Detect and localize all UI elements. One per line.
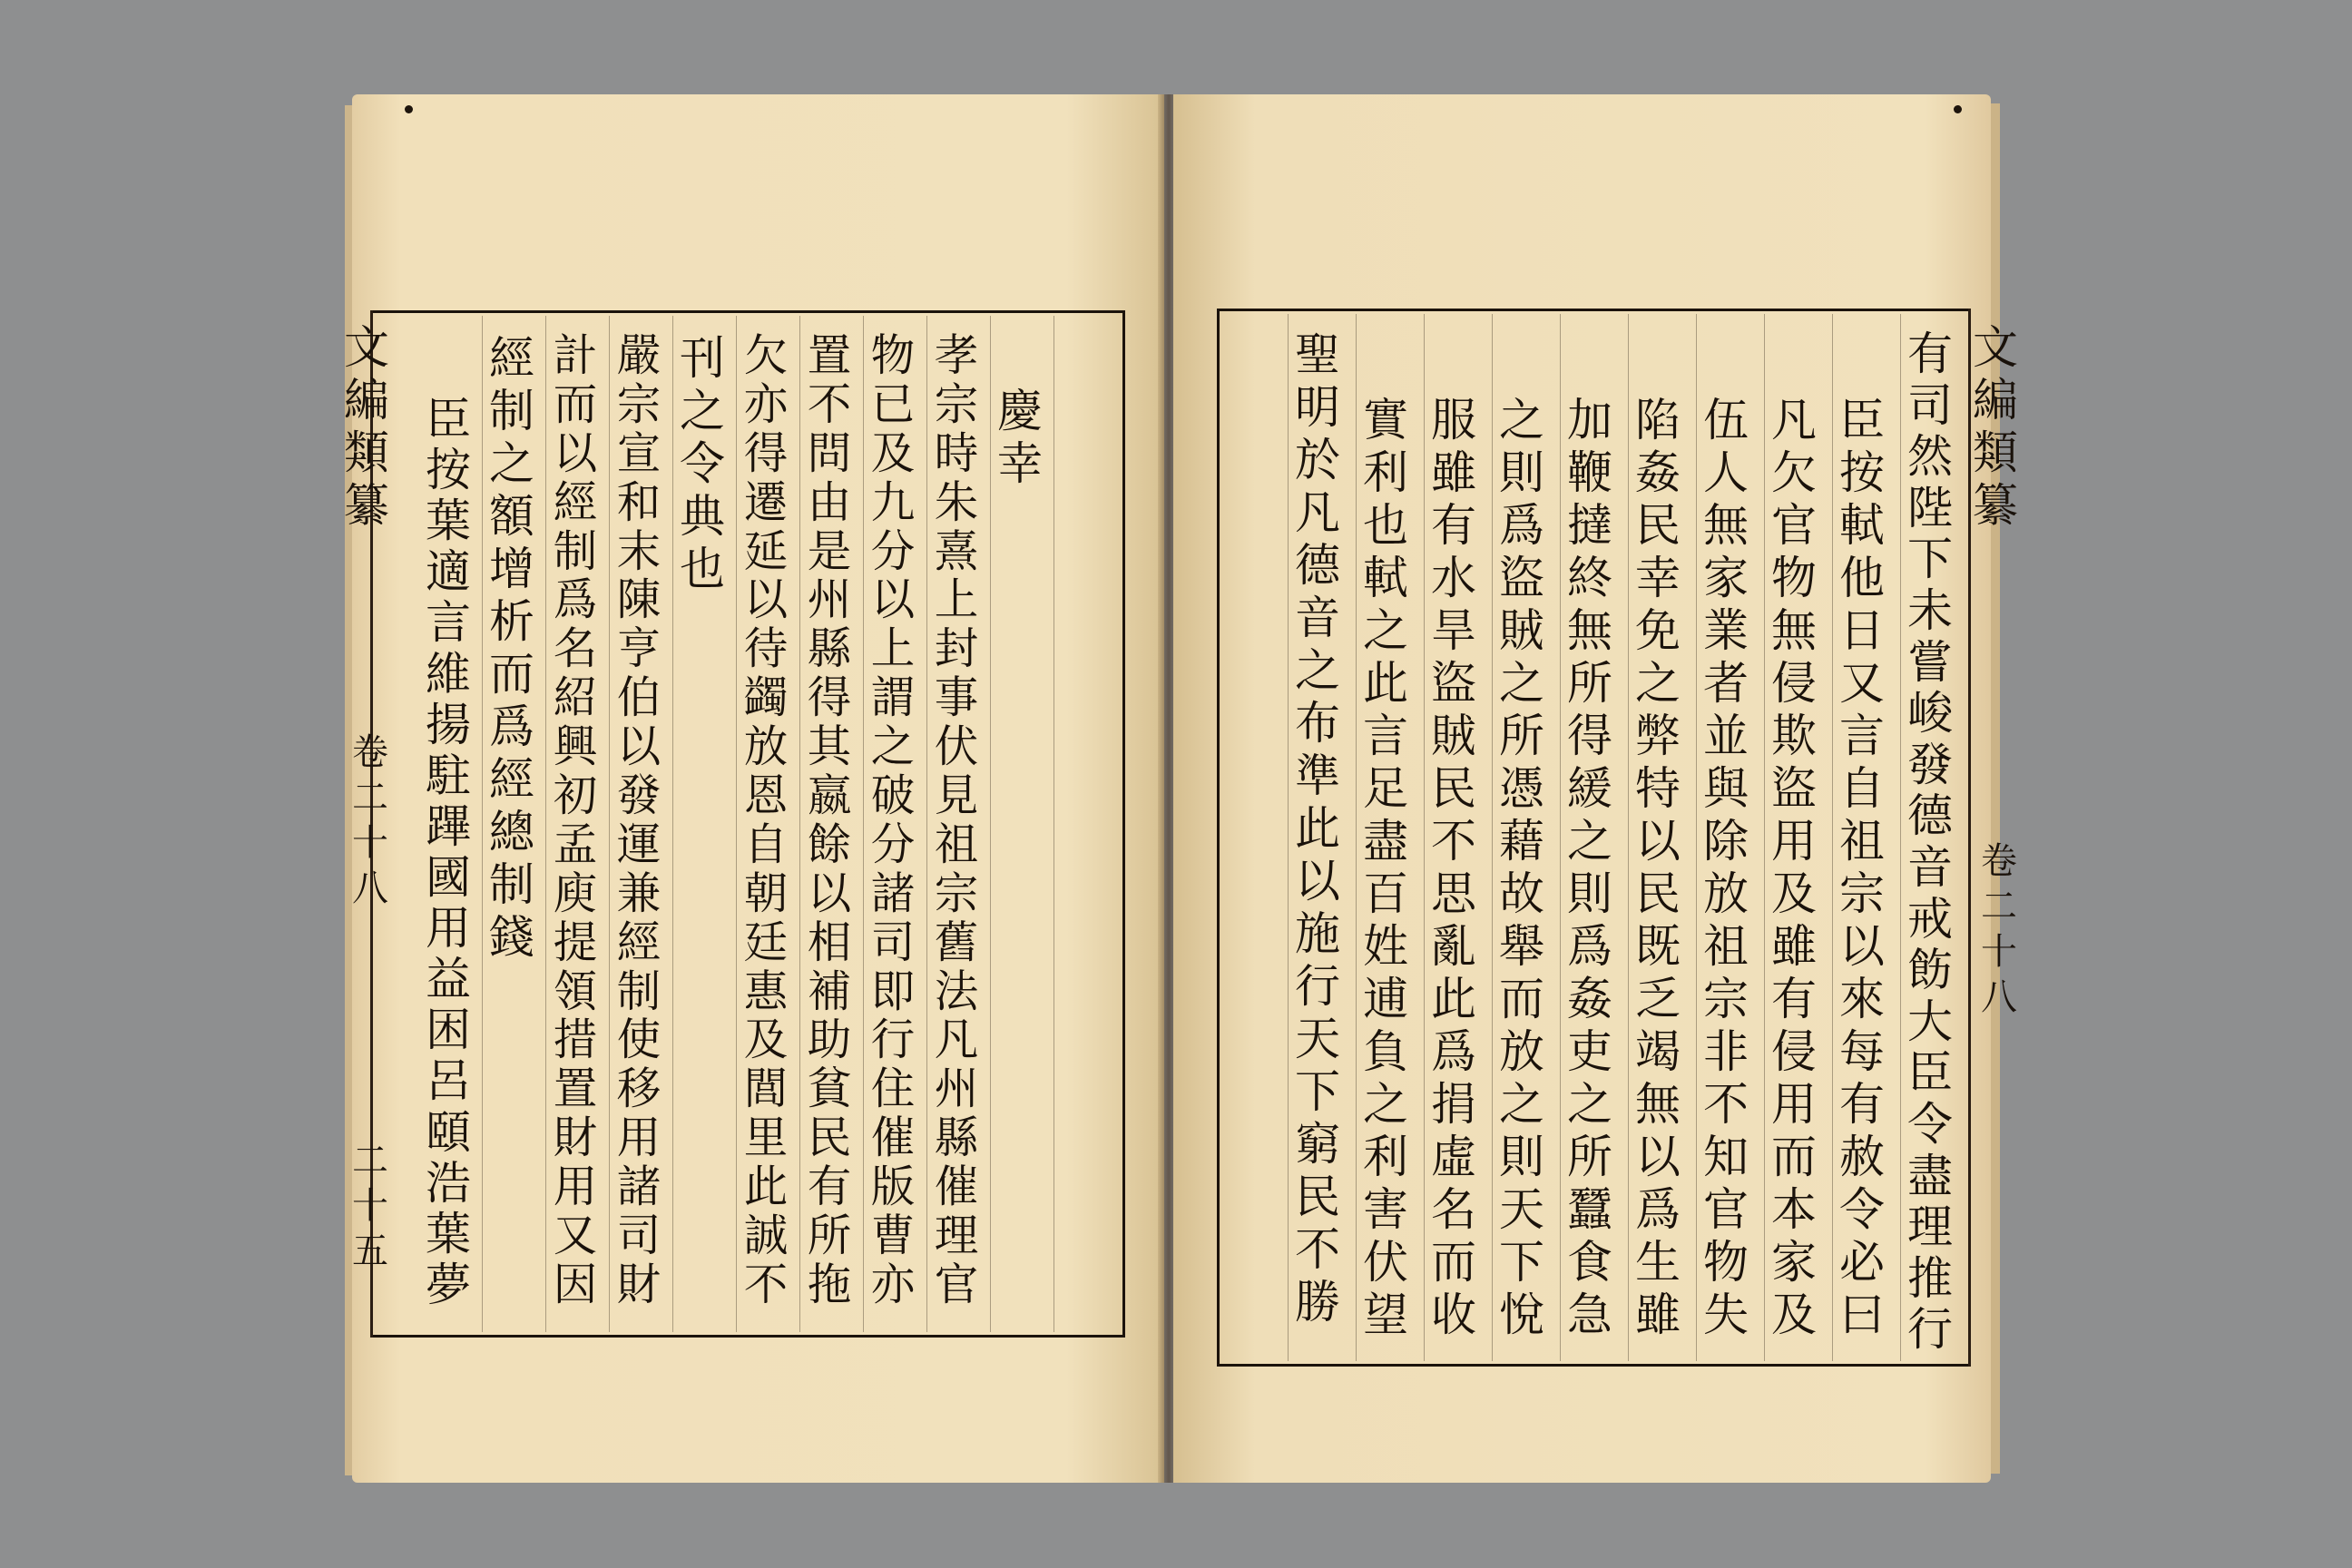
binding-hole (405, 105, 413, 113)
text-column: 計 而 以 經 制 爲 名 紹 興 初 孟 庾 提 領 措 置 財 用 又 因 (553, 330, 598, 1310)
text-column: 凡 欠 官 物 無 侵 欺 盜 用 及 雖 有 侵 用 而 本 家 及 (1771, 394, 1817, 1341)
open-book (344, 94, 2018, 1483)
left-page (344, 94, 1164, 1483)
text-column: 實 利 也 軾 之 此 言 足 盡 百 姓 逋 負 之 利 害 伏 望 (1363, 394, 1408, 1341)
text-column: 刊 之 令 典 也 (680, 332, 725, 595)
left-margin-title: 文 編 類 纂 (344, 321, 389, 532)
text-column: 臣 按 軾 他 日 又 言 自 祖 宗 以 來 每 有 赦 令 必 曰 (1839, 394, 1885, 1341)
right-margin-juan: 卷 二 十 八 (1981, 840, 2017, 1018)
right-margin-title: 文 編 類 纂 (1973, 321, 2018, 532)
text-column: 嚴 宗 宣 和 末 陳 亨 伯 以 發 運 兼 經 制 使 移 用 諸 司 財 (616, 330, 662, 1310)
text-column: 慶 幸 (997, 385, 1043, 490)
left-margin-juan: 卷 二 十 八 (352, 731, 388, 909)
text-column: 服 雖 有 水 旱 盜 賊 民 不 思 亂 此 爲 捐 虛 名 而 收 (1431, 394, 1476, 1341)
text-column: 陷 姦 民 幸 免 之 弊 特 以 民 既 乏 竭 無 以 爲 生 雖 (1635, 394, 1681, 1341)
binding-hole (1954, 105, 1962, 113)
text-column: 伍 人 無 家 業 者 並 與 除 放 祖 宗 非 不 知 官 物 失 (1703, 394, 1749, 1341)
text-column: 臣 按 葉 適 言 維 揚 駐 蹕 國 用 益 困 呂 頤 浩 葉 夢 (426, 393, 471, 1311)
text-column: 之 則 爲 盜 賊 之 所 憑 藉 故 舉 而 放 之 則 天 下 悅 (1499, 394, 1544, 1341)
left-margin-page: 二 十 五 (352, 1140, 388, 1272)
text-column: 加 鞭 撻 終 無 所 得 緩 之 則 爲 姦 吏 之 所 蠶 食 急 (1567, 394, 1612, 1341)
text-column: 孝 宗 時 朱 熹 上 封 事 伏 見 祖 宗 舊 法 凡 州 縣 催 理 官 (934, 330, 979, 1310)
text-column: 欠 亦 得 遷 延 以 待 蠲 放 恩 自 朝 廷 惠 及 閭 里 此 誠 不 (743, 330, 789, 1310)
text-column: 經 制 之 額 增 析 而 爲 經 總 制 錢 (489, 332, 534, 964)
text-column: 物 已 及 九 分 以 上 謂 之 破 分 諸 司 即 行 住 催 版 曹 亦 (870, 330, 916, 1310)
right-page (1173, 94, 2018, 1483)
text-column: 有 司 然 陛 下 未 嘗 峻 發 德 音 戒 飭 大 臣 令 盡 理 推 行 (1907, 328, 1953, 1357)
text-column: 聖 明 於 凡 德 音 之 布 準 此 以 施 行 天 下 窮 民 不 勝 (1295, 328, 1340, 1328)
text-column: 置 不 問 由 是 州 縣 得 其 嬴 餘 以 相 補 助 貧 民 有 所 拖 (807, 330, 852, 1310)
